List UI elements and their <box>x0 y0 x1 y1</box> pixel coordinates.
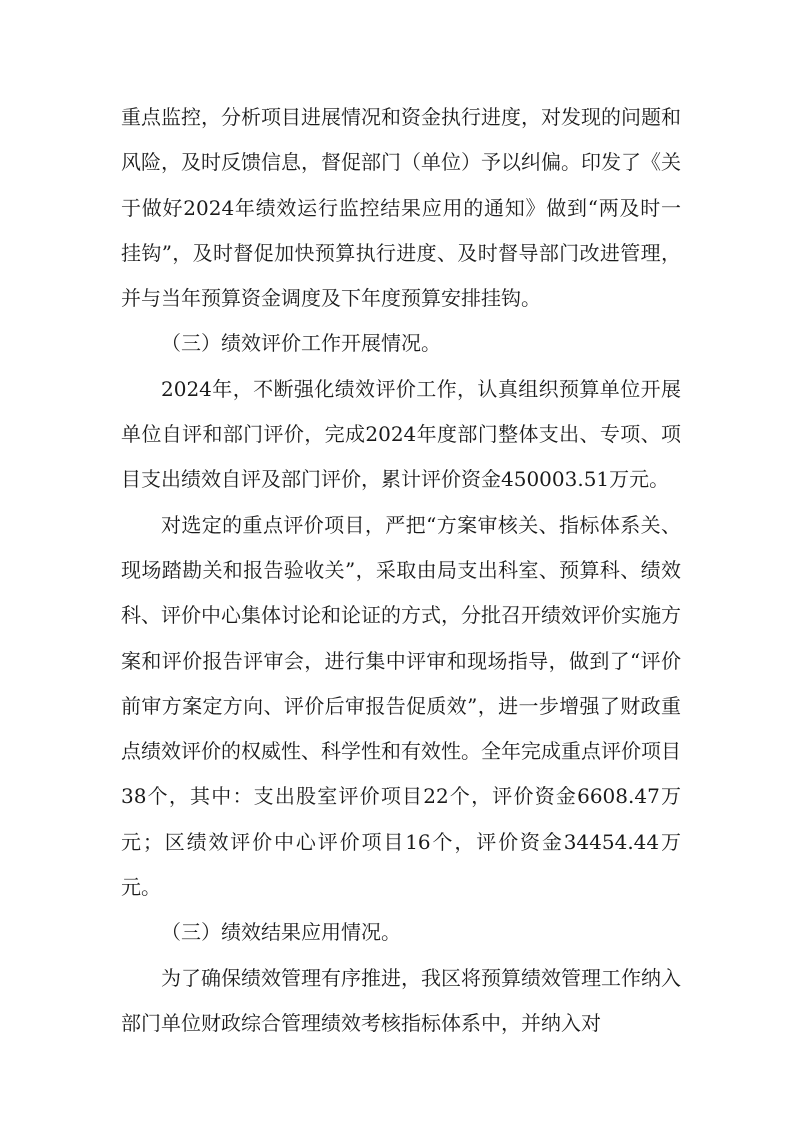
document-page <box>121 95 681 1046</box>
section-heading-evaluation: （三）绩效评价工作开展情况。 <box>161 331 441 356</box>
paragraph-monitoring: 重点监控，分析项目进展情况和资金执行进度，对发现的问题和风险，及时反馈信息，督促部门（单位）予以纠偏。印发了《关于做好2024年绩效运行监控结果应用的通知》做到“两及时一挂钩”，及时督促加快预算执行进度、及时督导部门改进管理，并与当年预算资金调度及下年度预算安排挂钩。 <box>121 105 681 311</box>
paragraph-key-projects: 对选定的重点评价项目，严把“方案审核关、指标体系关、现场踏勘关和报告验收关”，采取由局支出科室、预算科、绩效科、评价中心集体讨论和论证的方式，分批召开绩效评价实施方案和评价报告评审会，进行集中评审和现场指导，做到了“评价前审方案定方向、评价后审报告促质效”，进一步增强了财政重点绩效评价的权威性、科学性和有效性。全年完成重点评价项目38个，其中：支出股室评价项目22个，评价资金6608.47万元；区绩效评价中心评价项目16个，评价资金34454.44万元。 <box>121 512 681 900</box>
section-heading-results: （三）绩效结果应用情况。 <box>161 920 401 945</box>
paragraph-results-application: 为了确保绩效管理有序推进，我区将预算绩效管理工作纳入部门单位财政综合管理绩效考核指标体系中，并纳入对 <box>121 965 681 1035</box>
paragraph-evaluation-2024: 2024年，不断强化绩效评价工作，认真组织预算单位开展单位自评和部门评价，完成2024年度部门整体支出、专项、项目支出绩效自评及部门评价，累计评价资金450003.51万元。 <box>121 376 681 492</box>
